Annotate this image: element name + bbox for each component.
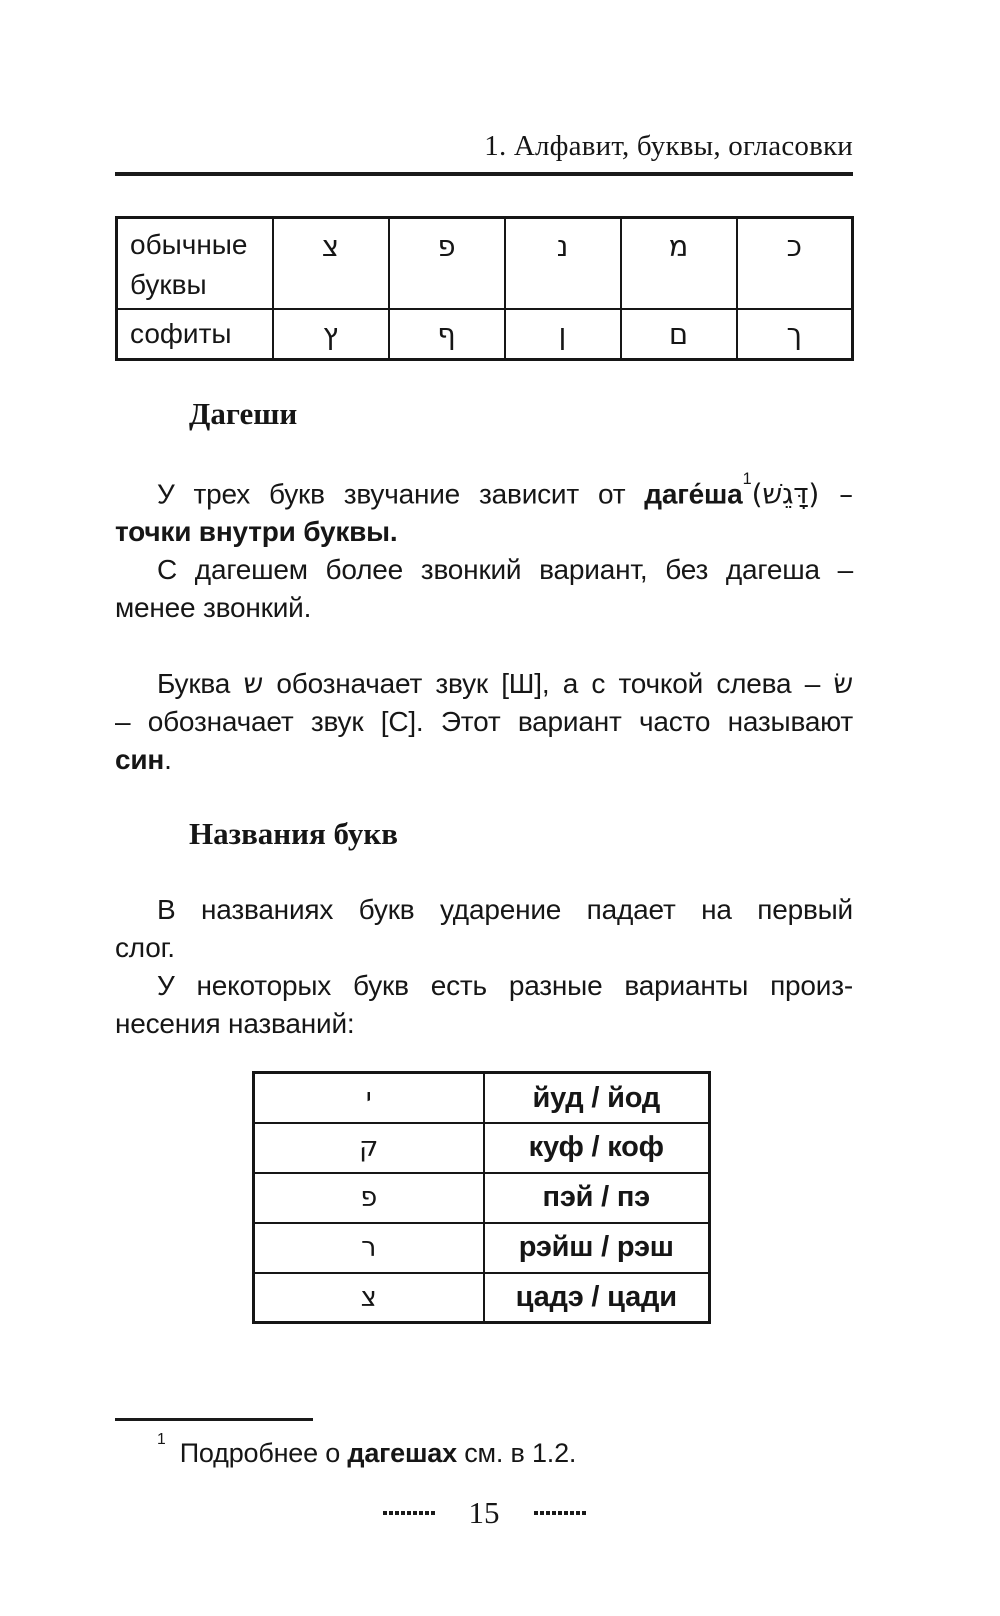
line-text: .: [164, 744, 172, 776]
row-label: обычные буквы: [117, 218, 273, 309]
text-line: слог.: [115, 932, 175, 964]
hebrew-word-dagesh: (דָּגֵשׁ) –: [751, 477, 853, 511]
letter-name-cell: пэй / пэ: [484, 1173, 710, 1223]
hebrew-letter-cell: ץ: [273, 309, 389, 360]
table-row: [254, 1223, 710, 1273]
text-line: – обозначает звук [С]. Этот вариант часто называют: [115, 706, 853, 738]
hebrew-letter-cell: כ: [737, 218, 853, 309]
footnote: [115, 1431, 853, 1470]
hebrew-letter-cell: פ: [254, 1173, 484, 1223]
line-text: Буква: [157, 668, 244, 700]
letter-name-cell: рэйш / рэш: [484, 1223, 710, 1273]
hebrew-letter-shin: ש: [243, 667, 264, 701]
text-line: точки внутри буквы.: [115, 516, 398, 548]
section-heading-letter-names: Названия букв: [189, 816, 398, 852]
sofit-letters-table: [115, 216, 854, 361]
paragraph-shin-sin: [115, 665, 853, 779]
text-line: [115, 741, 853, 779]
table-row: [254, 1073, 710, 1123]
letter-name-cell: куф / коф: [484, 1123, 710, 1173]
footnote-text: Подробнее о: [179, 1438, 348, 1469]
table-row: [117, 218, 853, 309]
hebrew-letter-sin: שׂ: [833, 667, 853, 701]
footnote-text: см. в 1.2.: [456, 1438, 577, 1469]
table-row: [254, 1173, 710, 1223]
letter-names-table: [252, 1071, 711, 1324]
text-line: несения названий:: [115, 1008, 355, 1040]
page-content: [115, 0, 853, 1530]
paragraph-dagesh: [115, 469, 853, 627]
text-line: В названиях букв ударение падает на первый: [157, 894, 853, 926]
hebrew-letter-cell: ר: [254, 1223, 484, 1273]
table-row: [117, 309, 853, 360]
text-line: У некоторых букв есть разные варианты произ-: [157, 970, 853, 1002]
table-row: [254, 1273, 710, 1323]
term-dagesh: даге́ша: [644, 478, 743, 510]
letter-name-cell: йуд / йод: [484, 1073, 710, 1123]
footnote-marker: 1: [157, 1430, 166, 1448]
text-line: менее звонкий.: [115, 592, 312, 624]
line-text: обозначает звук [Ш], а с точкой слева –: [263, 668, 834, 700]
term-sin: син: [115, 744, 165, 776]
letter-name-cell: цадэ / цади: [484, 1273, 710, 1323]
hebrew-letter-cell: ם: [621, 309, 737, 360]
hebrew-letter-cell: נ: [505, 218, 621, 309]
hebrew-letter-cell: ך: [737, 309, 853, 360]
hebrew-letter-cell: מ: [621, 218, 737, 309]
section-heading-dagesh: Дагеши: [189, 396, 298, 431]
hebrew-letter-cell: צ: [254, 1273, 484, 1323]
footer-dots-left: [383, 1511, 435, 1515]
hebrew-letter-cell: ף: [389, 309, 505, 360]
hebrew-letter-cell: צ: [273, 218, 389, 309]
hebrew-letter-cell: ק: [254, 1123, 484, 1173]
term-dagesh-footnote: дагешах: [347, 1438, 457, 1469]
page-footer: [115, 1496, 853, 1530]
footer-dots-right: [534, 1511, 586, 1515]
hebrew-letter-cell: י: [254, 1073, 484, 1123]
hebrew-letter-cell: פ: [389, 218, 505, 309]
page-number: 15: [468, 1495, 500, 1531]
footnote-reference: 1: [742, 470, 752, 489]
text-line: [115, 469, 853, 513]
running-head: 1. Алфавит, буквы, огласовки: [484, 130, 853, 162]
text-line: С дагешем более звонкий вариант, без дагеша –: [157, 554, 853, 586]
text-line: [115, 665, 853, 703]
footnote-separator: [115, 1418, 313, 1421]
header-rule: [115, 172, 853, 176]
paragraph-letter-names: [115, 891, 853, 1043]
table-row: [254, 1123, 710, 1173]
hebrew-letter-cell: ן: [505, 309, 621, 360]
row-label: софиты: [117, 309, 273, 360]
line-text: У трех букв звучание зависит от: [157, 478, 645, 510]
